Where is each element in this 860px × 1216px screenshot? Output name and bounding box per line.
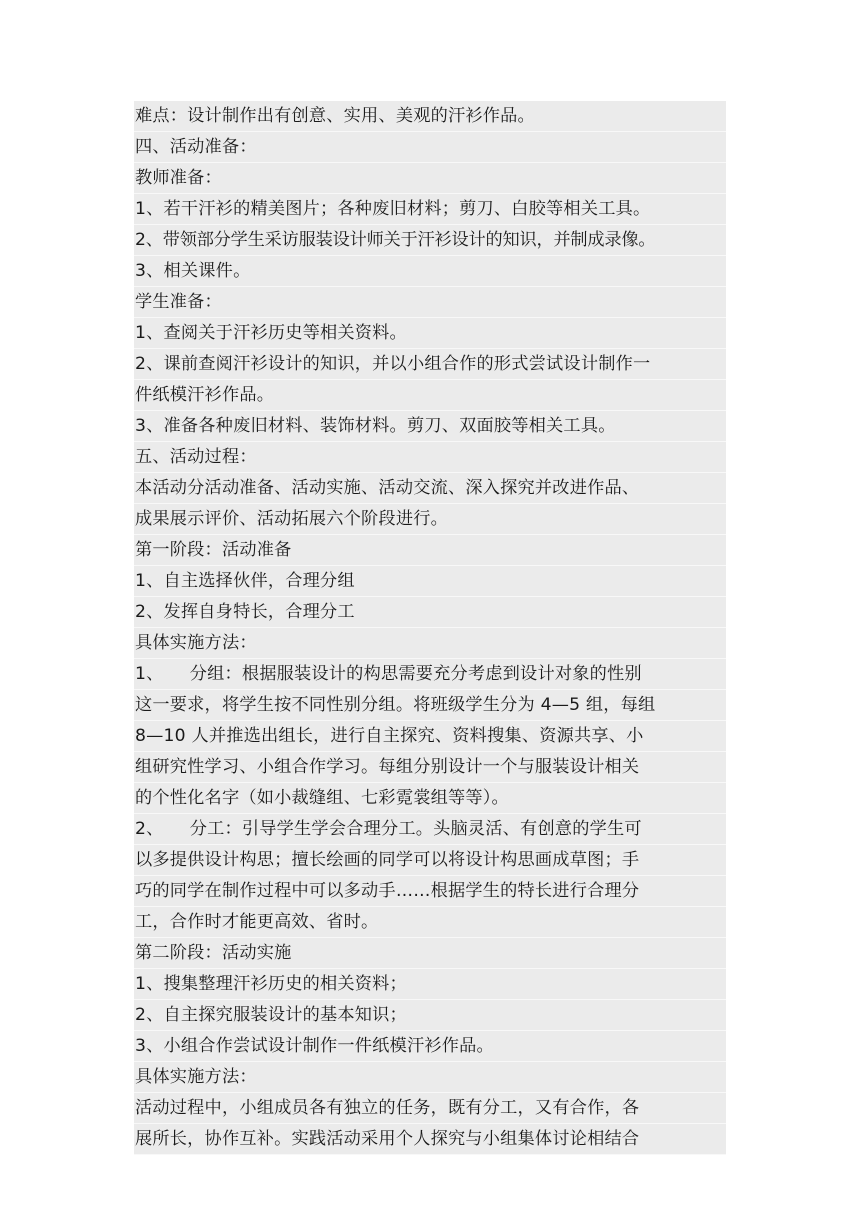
text-line: 工，合作时才能更高效、省时。 bbox=[134, 907, 726, 938]
text-line: 第二阶段：活动实施 bbox=[134, 938, 726, 969]
text-line: 以多提供设计构思；擅长绘画的同学可以将设计构思画成草图；手 bbox=[134, 845, 726, 876]
text-line: 3、小组合作尝试设计制作一件纸模汗衫作品。 bbox=[134, 1031, 726, 1062]
text-line: 1、若干汗衫的精美图片；各种废旧材料；剪刀、白胶等相关工具。 bbox=[134, 194, 726, 225]
text-line: 五、活动过程： bbox=[134, 442, 726, 473]
text-line: 这一要求，将学生按不同性别分组。将班级学生分为 4—5 组，每组 bbox=[134, 690, 726, 721]
text-line: 成果展示评价、活动拓展六个阶段进行。 bbox=[134, 504, 726, 535]
text-line: 2、自主探究服装设计的基本知识； bbox=[134, 1000, 726, 1031]
text-line: 2、带领部分学生采访服装设计师关于汗衫设计的知识，并制成录像。 bbox=[134, 225, 726, 256]
text-line: 1、 分组：根据服装设计的构思需要充分考虑到设计对象的性别 bbox=[134, 659, 726, 690]
text-line: 2、 分工：引导学生学会合理分工。头脑灵活、有创意的学生可 bbox=[134, 814, 726, 845]
text-line: 3、相关课件。 bbox=[134, 256, 726, 287]
text-line: 学生准备： bbox=[134, 287, 726, 318]
text-line: 活动过程中，小组成员各有独立的任务，既有分工，又有合作，各 bbox=[134, 1093, 726, 1124]
text-line: 3、准备各种废旧材料、装饰材料。剪刀、双面胶等相关工具。 bbox=[134, 411, 726, 442]
text-line: 的个性化名字（如小裁缝组、七彩霓裳组等等）。 bbox=[134, 783, 726, 814]
text-line: 2、发挥自身特长，合理分工 bbox=[134, 597, 726, 628]
text-line: 巧的同学在制作过程中可以多动手……根据学生的特长进行合理分 bbox=[134, 876, 726, 907]
text-line: 展所长，协作互补。实践活动采用个人探究与小组集体讨论相结合 bbox=[134, 1124, 726, 1155]
text-line: 第一阶段：活动准备 bbox=[134, 535, 726, 566]
text-line: 1、查阅关于汗衫历史等相关资料。 bbox=[134, 318, 726, 349]
text-line: 四、活动准备： bbox=[134, 132, 726, 163]
text-line: 1、搜集整理汗衫历史的相关资料； bbox=[134, 969, 726, 1000]
text-line: 具体实施方法： bbox=[134, 1062, 726, 1093]
text-line: 难点：设计制作出有创意、实用、美观的汗衫作品。 bbox=[134, 101, 726, 132]
text-line: 1、自主选择伙伴，合理分组 bbox=[134, 566, 726, 597]
text-line: 本活动分活动准备、活动实施、活动交流、深入探究并改进作品、 bbox=[134, 473, 726, 504]
text-line: 具体实施方法： bbox=[134, 628, 726, 659]
text-line: 件纸模汗衫作品。 bbox=[134, 380, 726, 411]
text-line: 组研究性学习、小组合作学习。每组分别设计一个与服装设计相关 bbox=[134, 752, 726, 783]
text-line: 2、课前查阅汗衫设计的知识，并以小组合作的形式尝试设计制作一 bbox=[134, 349, 726, 380]
document-body bbox=[134, 101, 726, 1155]
text-line: 8—10 人并推选出组长，进行自主探究、资料搜集、资源共享、小 bbox=[134, 721, 726, 752]
text-line: 教师准备： bbox=[134, 163, 726, 194]
